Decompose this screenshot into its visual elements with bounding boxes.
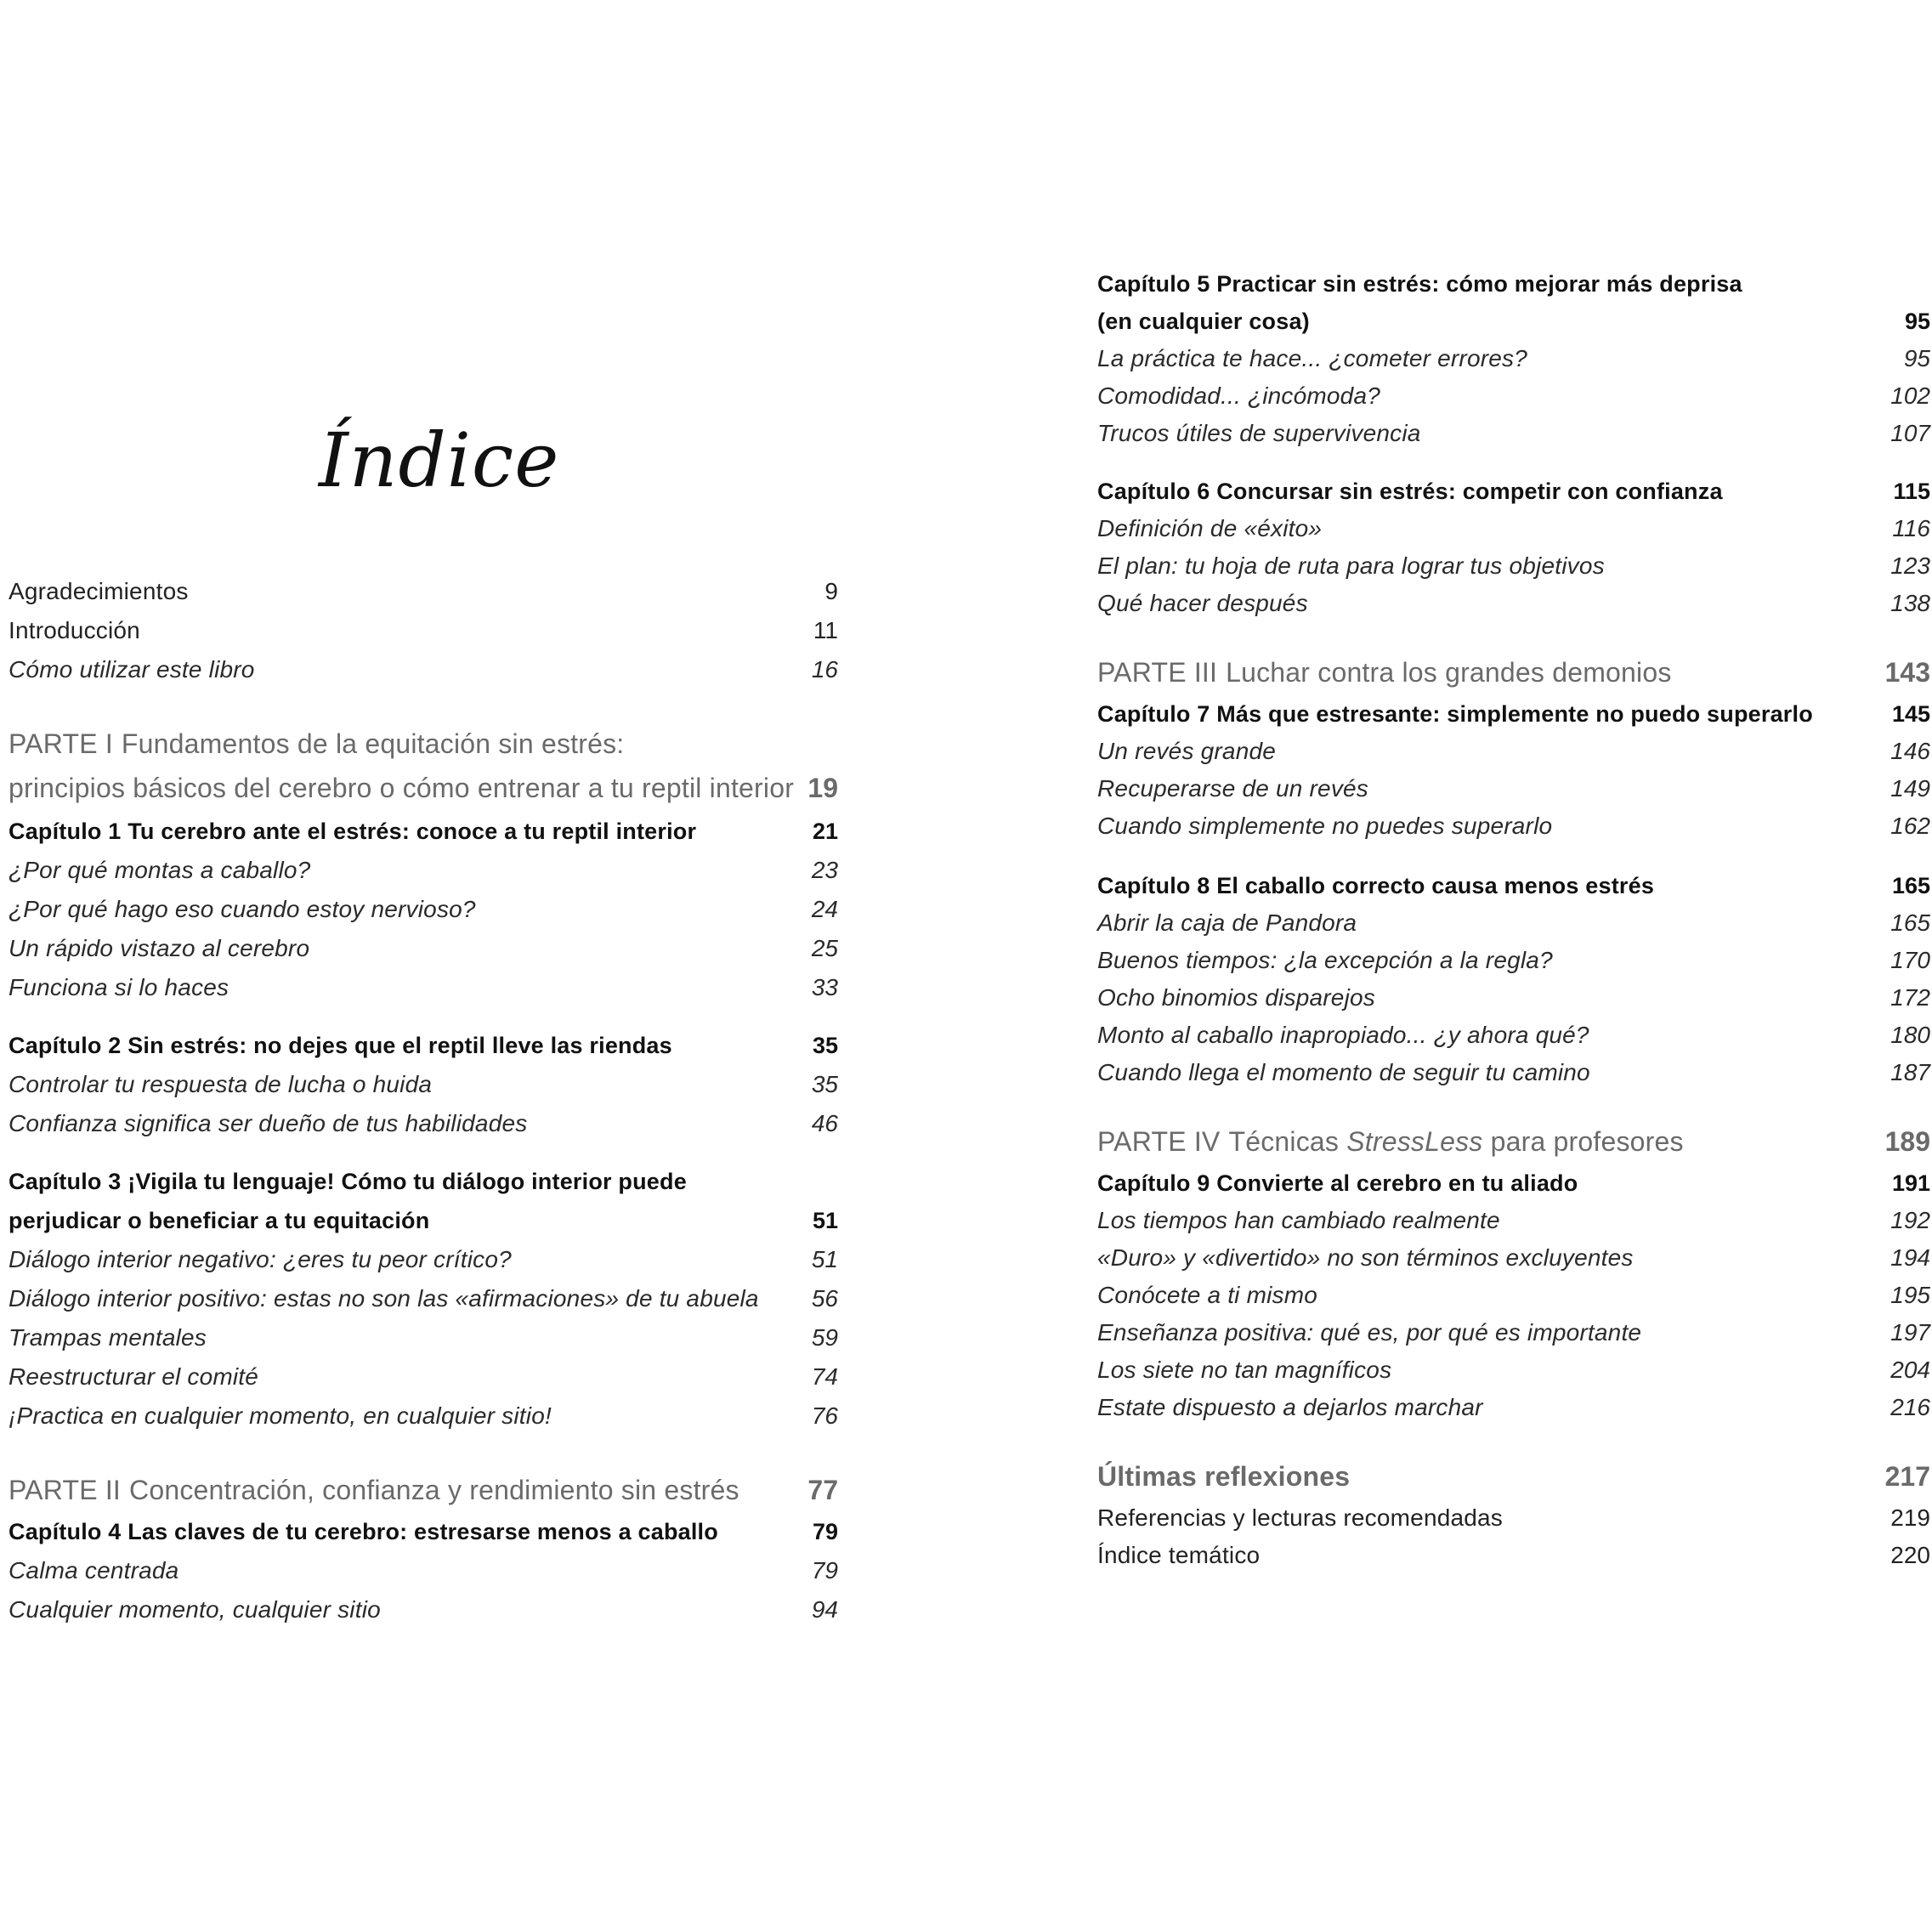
page-number: 204 [1890,1357,1930,1383]
toc-entry-title [8,1110,527,1137]
entry-label: Cómo utilizar este libro [8,656,255,683]
toc-entry-title [1097,909,1357,937]
toc-entry-title [1097,345,1527,372]
entry-label: Monto al caballo inapropiado... ¿y ahora qué? [1097,1022,1589,1048]
entry-label: Los tiempos han cambiado realmente [1097,1207,1500,1233]
toc-entry-title [1097,590,1308,617]
toc-entry-title [1097,1282,1317,1309]
toc-entry-section [8,1282,838,1316]
entry-label: Capítulo 6 Concursar sin estrés: competir con confianza [1097,479,1723,504]
entry-label: Funciona si lo haces [8,974,229,1000]
toc-entry-section [8,653,838,687]
part-number: PARTE II [8,1475,122,1505]
page-number: 51 [812,1208,838,1233]
toc-entry-title [1097,1126,1684,1158]
page-number: 170 [1890,947,1930,973]
toc-entry-section [8,932,838,966]
entry-label: El plan: tu hoja de ruta para lograr tus objetivos [1097,552,1605,579]
entry-label-italic: StressLess [1346,1126,1483,1157]
toc-entry-title [8,819,696,845]
entry-label: Agradecimientos [8,578,189,604]
toc-entry-title [8,656,255,683]
entry-label: Introducción [8,617,140,643]
entry-label: ¡Practica en cualquier momento, en cualquier sitio! [8,1402,552,1429]
page-number: 180 [1890,1022,1930,1048]
toc-entry-section [1097,416,1930,450]
entry-label: Qué hacer después [1097,590,1308,616]
toc-entry-title [1097,1244,1634,1272]
entry-label: Comodidad... ¿incómoda? [1097,382,1380,409]
toc-entry-chapter [1097,474,1930,508]
entry-label: Últimas reflexiones [1097,1461,1351,1492]
page-number: 35 [811,1071,838,1097]
toc-entry-title [1097,552,1605,580]
page-number: 102 [1890,382,1930,409]
page-number: 219 [1890,1504,1930,1531]
entry-label: «Duro» y «divertido» no son términos excluyentes [1097,1244,1634,1271]
entry-label: Capítulo 7 Más que estresante: simplemente no puedo superarlo [1097,701,1813,727]
page-number: 51 [811,1246,838,1272]
entry-label: ¿Por qué hago eso cuando estoy nervioso? [8,896,476,922]
page-number: 172 [1890,984,1930,1011]
page-number: 16 [811,656,838,683]
entry-label: Capítulo 4 Las claves de tu cerebro: estresarse menos a caballo [8,1519,718,1544]
entry-label: Diálogo interior positivo: estas no son las «afirmaciones» de tu abuela [8,1285,759,1312]
page-number: 11 [813,617,838,643]
entry-label: Conócete a ti mismo [1097,1282,1318,1308]
toc-entry-title [1097,701,1813,728]
entry-label: Definición de «éxito» [1097,515,1323,541]
page-number: 95 [1904,309,1930,334]
entry-label: Capítulo 1 Tu cerebro ante el estrés: conoce a tu reptil interior [8,819,697,844]
toc-entry-chapter [1097,869,1930,903]
toc-entry-front [1097,1501,1930,1535]
toc-entry-chapter [1097,267,1930,301]
toc-entry-section [1097,1056,1930,1090]
entry-label: Capítulo 5 Practicar sin estrés: cómo mejorar más deprisa [1097,271,1742,297]
page-number: 123 [1890,552,1930,579]
toc-entry-title [8,935,309,962]
toc-entry-title [8,1033,672,1059]
page-number: 23 [811,857,838,883]
toc-entry-section [1097,1391,1930,1425]
entry-label: Trampas mentales [8,1324,207,1351]
toc-entry-closing [1097,1462,1930,1496]
entry-label: Capítulo 3 ¡Vigila tu lenguaje! Cómo tu diálogo interior puede [8,1169,687,1194]
toc-entry-section [8,1593,838,1627]
page-number: 138 [1890,590,1930,616]
toc-entry-title [8,896,476,923]
toc-entry-section [8,1243,838,1277]
toc-entry-title [8,1169,687,1195]
page-number: 192 [1890,1207,1930,1233]
toc-entry-title [8,1475,739,1506]
entry-label: Un revés grande [1097,738,1277,764]
toc-entry-chapter [8,1515,838,1549]
toc-entry-section [1097,1316,1930,1350]
toc-entry-title [1097,657,1672,688]
toc-entry-title [1097,1461,1350,1493]
toc-entry-title [8,1519,718,1545]
entry-label: Enseñanza positiva: qué es, por qué es importante [1097,1319,1642,1346]
page-number: 216 [1890,1394,1930,1420]
page-number: 94 [811,1596,838,1623]
toc-entry-section [8,892,838,926]
page-number: 107 [1890,420,1930,446]
toc-entry-section [1097,734,1930,768]
page-number: 95 [1903,345,1930,371]
toc-entry-part [1097,1127,1930,1161]
toc-entry-title [8,1246,512,1273]
toc-entry-title [1097,1504,1503,1532]
page-number: 79 [812,1519,838,1544]
toc-entry-section [1097,549,1930,583]
page-number: 115 [1893,479,1930,504]
toc-entry-section [1097,1204,1930,1238]
entry-label: Un rápido vistazo al cerebro [8,935,310,961]
entry-label: Capítulo 9 Convierte al cerebro en tu aliado [1097,1170,1578,1196]
entry-label: Cualquier momento, cualquier sitio [8,1596,381,1623]
toc-entry-title [1097,479,1723,505]
toc-entry-section [8,1399,838,1433]
page-number: 35 [812,1033,838,1058]
entry-label: principios básicos del cerebro o cómo entrenar a tu reptil interior [8,773,795,803]
entry-label: La práctica te hace... ¿cometer errores? [1097,345,1527,371]
toc-entry-chapter [8,814,838,848]
toc-entry-section [8,1068,838,1102]
part-number: PARTE IV [1097,1126,1221,1157]
toc-entry-title [1097,873,1654,899]
page-number: 59 [811,1324,838,1351]
toc-entry-title [8,617,140,644]
toc-entry-title [8,857,310,884]
toc-entry-title [1097,420,1421,447]
page-number: 56 [811,1285,838,1312]
page-number: 46 [811,1110,838,1136]
entry-label: Diálogo interior negativo: ¿eres tu peor crítico? [8,1246,512,1272]
entry-label: Cuando llega el momento de seguir tu camino [1097,1059,1590,1085]
toc-entry-section [1097,342,1930,376]
toc-entry-title [8,578,189,605]
toc-entry-chapter [8,1204,838,1238]
toc-entry-section [8,853,838,887]
entry-label: Abrir la caja de Pandora [1097,909,1357,936]
page-number: 149 [1890,775,1930,802]
toc-entry-chapter [8,1028,838,1062]
entry-label: Capítulo 2 Sin estrés: no dejes que el reptil lleve las riendas [8,1033,672,1058]
page-number: 220 [1890,1542,1930,1568]
toc-entry-title [8,1596,381,1623]
entry-label: Luchar contra los grandes demonios [1226,657,1672,688]
entry-label: Fundamentos de la equitación sin estrés: [121,728,625,759]
toc-entry-chapter [1097,1166,1930,1200]
entry-label: Estate dispuesto a dejarlos marchar [1097,1394,1483,1420]
page-number: 25 [811,935,838,961]
page-number: 76 [811,1402,838,1429]
page-number: 145 [1891,701,1930,727]
entry-label: Concentración, confianza y rendimiento sin estrés [129,1475,739,1505]
page-number: 189 [1884,1126,1930,1157]
toc-entry-section [1097,1278,1930,1312]
page-number: 217 [1884,1461,1930,1492]
page-number: 9 [824,578,838,604]
page-number: 195 [1890,1282,1930,1308]
toc-entry-title [8,1402,552,1430]
toc-entry-front [8,575,838,609]
page-number: 79 [811,1557,838,1584]
toc-entry-section [8,1321,838,1355]
part-number: PARTE III [1097,657,1218,688]
part-number: PARTE I [8,728,113,759]
page-number: 77 [807,1475,838,1505]
toc-entry-title [1097,1357,1391,1384]
toc-entry-title [1097,382,1380,410]
page-number: 146 [1890,738,1930,764]
entry-label: Técnicas [1228,1126,1340,1157]
page-number: 19 [807,773,838,803]
toc-entry-title [1097,1059,1590,1086]
page-number: 191 [1891,1170,1930,1196]
toc-entry-title [1097,271,1742,297]
toc-entry-part [8,1476,838,1510]
toc-entry-title [1097,813,1552,840]
page-number: 74 [811,1363,838,1390]
toc-entry-title [8,1557,178,1584]
toc-entry-chapter [8,1164,838,1198]
entry-label: Cuando simplemente no puedes superarlo [1097,813,1553,839]
entry-label: Índice temático [1097,1542,1261,1568]
toc-entry-title [1097,1394,1483,1421]
entry-label: Calma centrada [8,1557,179,1584]
toc-entry-title [1097,1207,1500,1234]
page-number: 187 [1890,1059,1930,1085]
entry-label: (en cualquier cosa) [1097,309,1310,334]
toc-entry-section [1097,1353,1930,1387]
toc-entry-section [1097,981,1930,1015]
toc-entry-title [8,974,229,1001]
toc-entry-section [8,1360,838,1394]
toc-entry-section [1097,379,1930,413]
entry-label: Recuperarse de un revés [1097,775,1368,802]
entry-label: Referencias y lecturas recomendadas [1097,1504,1504,1531]
toc-entry-section [8,1107,838,1141]
toc-entry-section [1097,1241,1930,1275]
page-number: 194 [1890,1244,1930,1271]
page-number: 116 [1892,515,1930,541]
toc-entry-section [8,971,838,1005]
entry-label: Reestructurar el comité [8,1363,259,1390]
entry-label: Ocho binomios disparejos [1097,984,1375,1011]
toc-entry-title [1097,775,1368,802]
toc-entry-title [1097,947,1553,974]
toc-entry-section [1097,1018,1930,1052]
toc-entry-title [8,1208,429,1234]
toc-entry-title [8,1363,258,1391]
entry-label: Confianza significa ser dueño de tus habilidades [8,1110,528,1136]
toc-entry-part [1097,658,1930,692]
toc-entry-section [1097,809,1930,843]
toc-entry-section [1097,772,1930,806]
page-number: 21 [812,819,838,844]
entry-label: perjudicar o beneficiar a tu equitación [8,1208,430,1233]
page-number: 24 [811,896,838,922]
toc-entry-section [1097,906,1930,940]
toc-entry-section [1097,586,1930,620]
toc-entry-title [1097,1319,1641,1346]
entry-label: ¿Por qué montas a caballo? [8,857,311,883]
page-title: Índice [319,416,560,504]
toc-entry-title [8,728,624,760]
toc-entry-title [8,1071,432,1098]
page-number: 165 [1891,873,1930,898]
page-number: 165 [1890,909,1930,936]
page-number: 162 [1890,813,1930,839]
entry-label: Trucos útiles de supervivencia [1097,420,1421,446]
entry-label: Capítulo 8 El caballo correcto causa menos estrés [1097,873,1655,898]
toc-entry-title [1097,1170,1578,1197]
toc-entry-section [1097,943,1930,977]
toc-entry-section [1097,512,1930,546]
entry-label: Buenos tiempos: ¿la excepción a la regla? [1097,947,1553,973]
toc-entry-front [8,614,838,648]
toc-entry-title [8,1285,759,1312]
entry-label-tail: para profesores [1490,1126,1684,1157]
toc-entry-part [8,773,838,807]
toc-entry-title [1097,738,1276,765]
toc-entry-title [8,1324,207,1351]
toc-entry-chapter [1097,304,1930,338]
toc-entry-front [1097,1538,1930,1572]
entry-label: Los siete no tan magníficos [1097,1357,1392,1383]
toc-entry-chapter [1097,697,1930,731]
toc-entry-section [8,1554,838,1588]
toc-entry-title [8,773,794,804]
page-number: 143 [1884,657,1930,688]
toc-entry-title [1097,1542,1260,1569]
toc-entry-title [1097,984,1375,1011]
toc-entry-title [1097,1022,1589,1049]
toc-entry-title [1097,309,1310,335]
toc-entry-part [8,729,838,763]
page-number: 33 [811,974,838,1000]
page-number: 197 [1890,1319,1930,1346]
entry-label: Controlar tu respuesta de lucha o huida [8,1071,433,1097]
toc-entry-title [1097,515,1322,542]
